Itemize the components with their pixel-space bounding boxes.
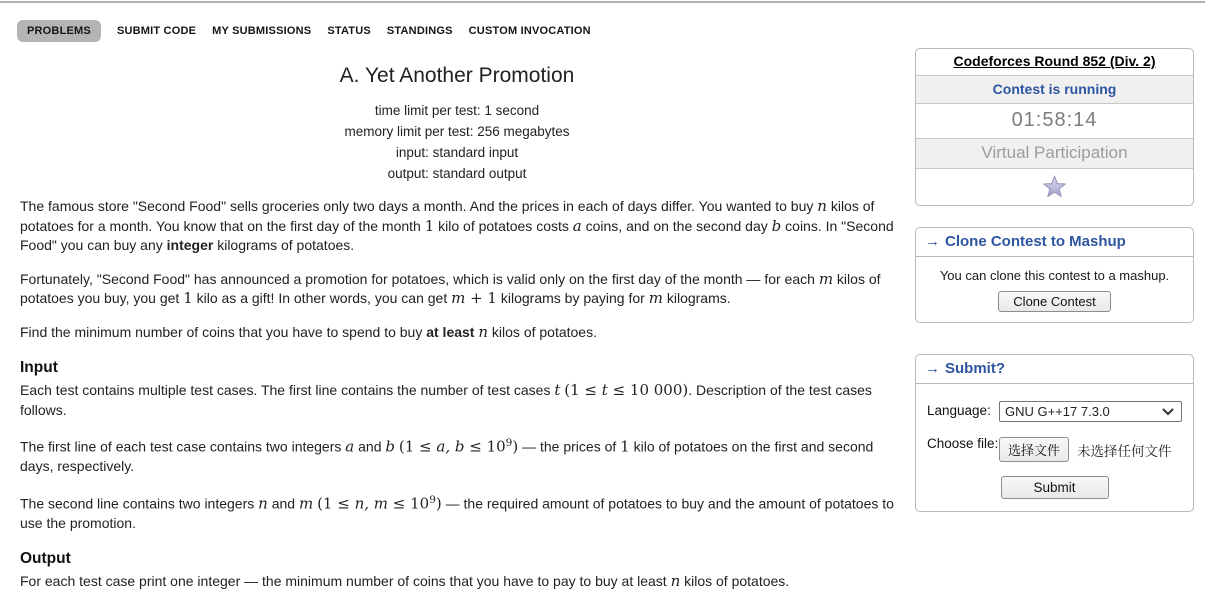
virtual-participation-label: Virtual Participation (916, 138, 1193, 168)
top-divider (0, 1, 1205, 3)
submit-heading[interactable]: Submit? (945, 360, 1005, 377)
tab-custom-invocation[interactable]: CUSTOM INVOCATION (468, 25, 591, 37)
clone-mashup-header (916, 228, 1193, 257)
clone-contest-button[interactable]: Clone Contest (998, 291, 1110, 312)
arrow-right-icon: → (925, 233, 940, 250)
input-spec: input: standard input (395, 145, 519, 160)
language-selected-value: GNU G++17 7.3.0 (1005, 404, 1110, 419)
tab-submit-code[interactable]: SUBMIT CODE (116, 25, 197, 37)
contest-title-link[interactable]: Codeforces Round 852 (Div. 2) (953, 53, 1156, 69)
contest-title-row (916, 49, 1193, 75)
time-limit: time limit per test: 1 second (374, 103, 540, 118)
input-heading: Input (20, 359, 58, 376)
clone-mashup-body (916, 257, 1193, 322)
choose-file-button[interactable]: 选择文件 (999, 437, 1069, 462)
problem-title: A. Yet Another Promotion (339, 64, 575, 87)
chevron-down-icon (1162, 404, 1174, 419)
contest-star-row (916, 168, 1193, 205)
language-select[interactable] (999, 401, 1182, 422)
sidebar (915, 48, 1194, 512)
clone-mashup-heading[interactable]: Clone Contest to Mashup (945, 233, 1126, 250)
submit-box (915, 354, 1194, 512)
output-heading: Output (20, 550, 71, 568)
file-status-text: 未选择任何文件 (1077, 443, 1172, 459)
output-paragraph: For each test case print one integer — the minimum number of coins that you have to pay to buy at least n kilos of potatoes. (20, 572, 790, 591)
problem-statement (20, 64, 894, 606)
statement-paragraph: Fortunately, "Second Food" has announced a promotion for potatoes, which is valid only on the first day of the month — for each m kilos of potatoes you buy, you get 1 kilo as a gift! In other words, you can get m + 1 kilograms by paying for m kilograms. (20, 269, 881, 307)
input-paragraph: The first line of each test case contains two integers a and b (1 ≤ a, $b \le 10^9$) — the prices of 1 kilo of potatoes on the first and second days, respectively. (20, 437, 874, 475)
choose-file-label: Choose file: (927, 436, 999, 451)
memory-limit: memory limit per test: 256 megabytes (344, 124, 570, 139)
tab-status[interactable]: STATUS (327, 25, 371, 37)
contest-tabs (17, 20, 591, 42)
input-paragraph: Each test contains multiple test cases. The first line contains the number of test cases t (1 ≤ t ≤ 10 000). Description of the test cases follows. (20, 381, 872, 418)
input-paragraph: The second line contains two integers n and m (1 ≤ n, $m \le 10^9$) — the required amount of potatoes to buy and the amount of potatoes to use the promotion. (20, 493, 894, 531)
contest-timer: 01:58:14 (916, 103, 1193, 138)
problem-limits (20, 100, 894, 184)
submit-form (916, 384, 1193, 511)
submit-button[interactable]: Submit (1001, 476, 1109, 499)
contest-status: Contest is running (916, 75, 1193, 103)
favorite-star-icon[interactable] (1042, 178, 1067, 195)
tab-problems[interactable]: PROBLEMS (17, 20, 101, 42)
tab-my-submissions[interactable]: MY SUBMISSIONS (212, 25, 312, 37)
language-label: Language: (927, 403, 991, 418)
contest-box (915, 48, 1194, 206)
clone-description: You can clone this contest to a mashup. (939, 268, 1170, 283)
file-input (999, 434, 1172, 462)
output-spec: output: standard output (387, 166, 527, 181)
submit-header (916, 355, 1193, 384)
statement-paragraph: Find the minimum number of coins that you have to spend to buy at least n kilos of potatoes. (20, 322, 597, 341)
arrow-right-icon: → (925, 360, 940, 377)
tab-standings[interactable]: STANDINGS (386, 25, 453, 37)
clone-mashup-box (915, 227, 1194, 323)
statement-paragraph: The famous store "Second Food" sells groceries only two days a month. And the prices in each of days differ. You wanted to buy n kilos of potatoes for a month. You know that on the first day of the month 1 kilo of potatoes costs a coins, and on the second day b coins. In "Second Food" you can buy any integer kilograms of potatoes. (20, 197, 894, 253)
